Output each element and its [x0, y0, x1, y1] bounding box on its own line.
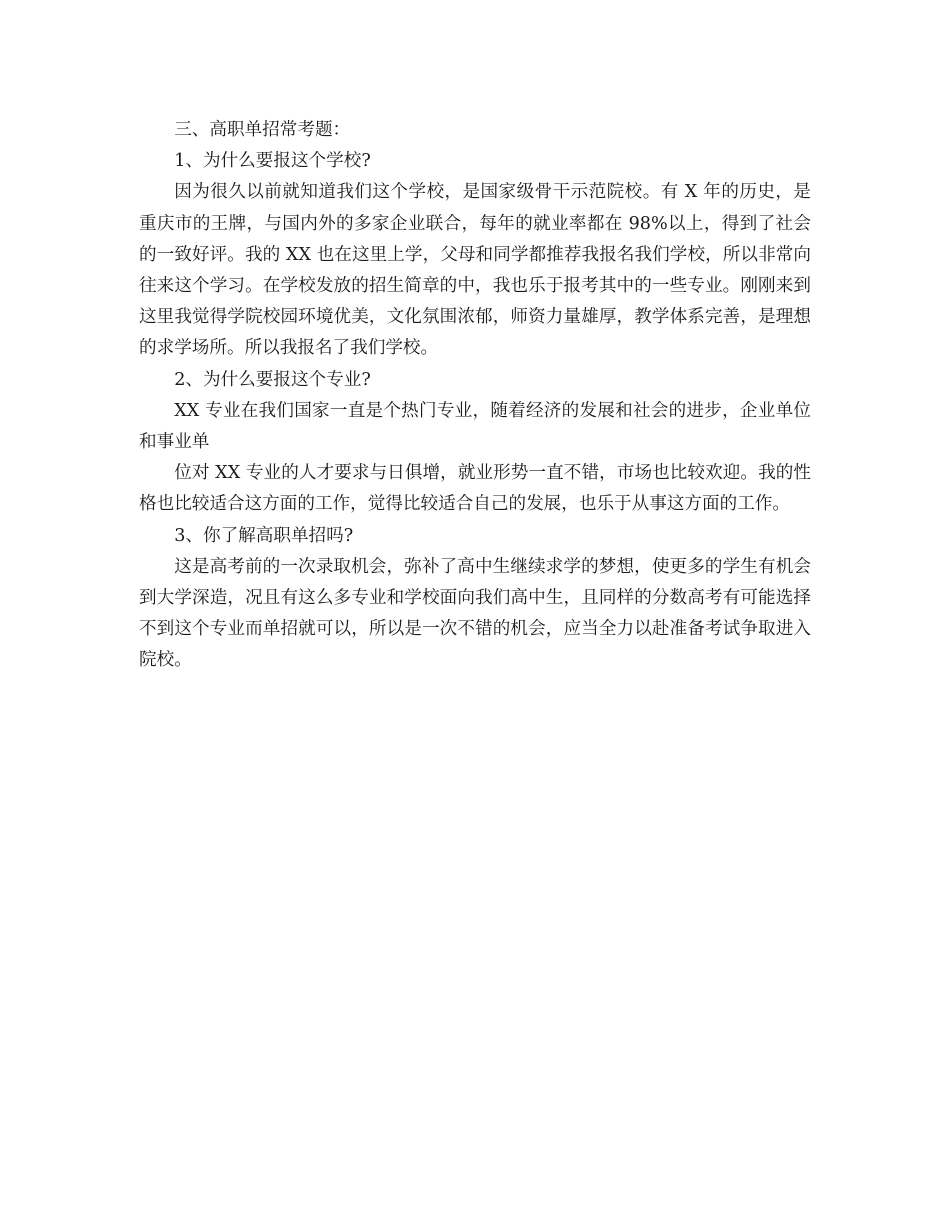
answer-2-part-1: XX 专业在我们国家一直是个热门专业，随着经济的发展和社会的进步，企业单位和事业单: [139, 400, 811, 453]
document-body: [139, 115, 811, 677]
section-heading: 三、高职单招常考题：: [174, 120, 351, 140]
question-1: 1、为什么要报这个学校?: [174, 151, 371, 172]
answer-2-part-2: 位对 XX 专业的人才要求与日俱增，就业形势一直不错，市场也比较欢迎。我的性格也比较适合这方面的工作，觉得比较适合自己的发展，也乐于从事这方面的工作。: [139, 463, 811, 515]
question-2: 2、为什么要报这个专业?: [174, 369, 371, 390]
answer-3: 这是高考前的一次录取机会，弥补了高中生继续求学的梦想，使更多的学生有机会到大学深造，况且有这么多专业和学校面向我们高中生，且同样的分数高考有可能选择不到这个专业而单招就可以，所以是一次不错的机会，应当全力以赴准备考试争取进入院校。: [139, 556, 811, 671]
answer-1: 因为很久以前就知道我们这个学校，是国家级骨干示范院校。有 X 年的历史，是重庆市的王牌，与国内外的多家企业联合，每年的就业率都在 98%以上，得到了社会的一致好评。我的 XX 也在这里上学，父母和同学都推荐我报名我们学校，所以非常向往来这个学习。在学校发放的招生简章的中，我也乐于报考其中的一些专业。刚刚来到这里我觉得学院校园环境优美，文化氛围浓郁，师资力量雄厚，教学体系完善，是理想的求学场所。所以我报名了我们学校。: [139, 182, 811, 359]
question-3: 3、你了解高职单招吗?: [174, 525, 354, 546]
